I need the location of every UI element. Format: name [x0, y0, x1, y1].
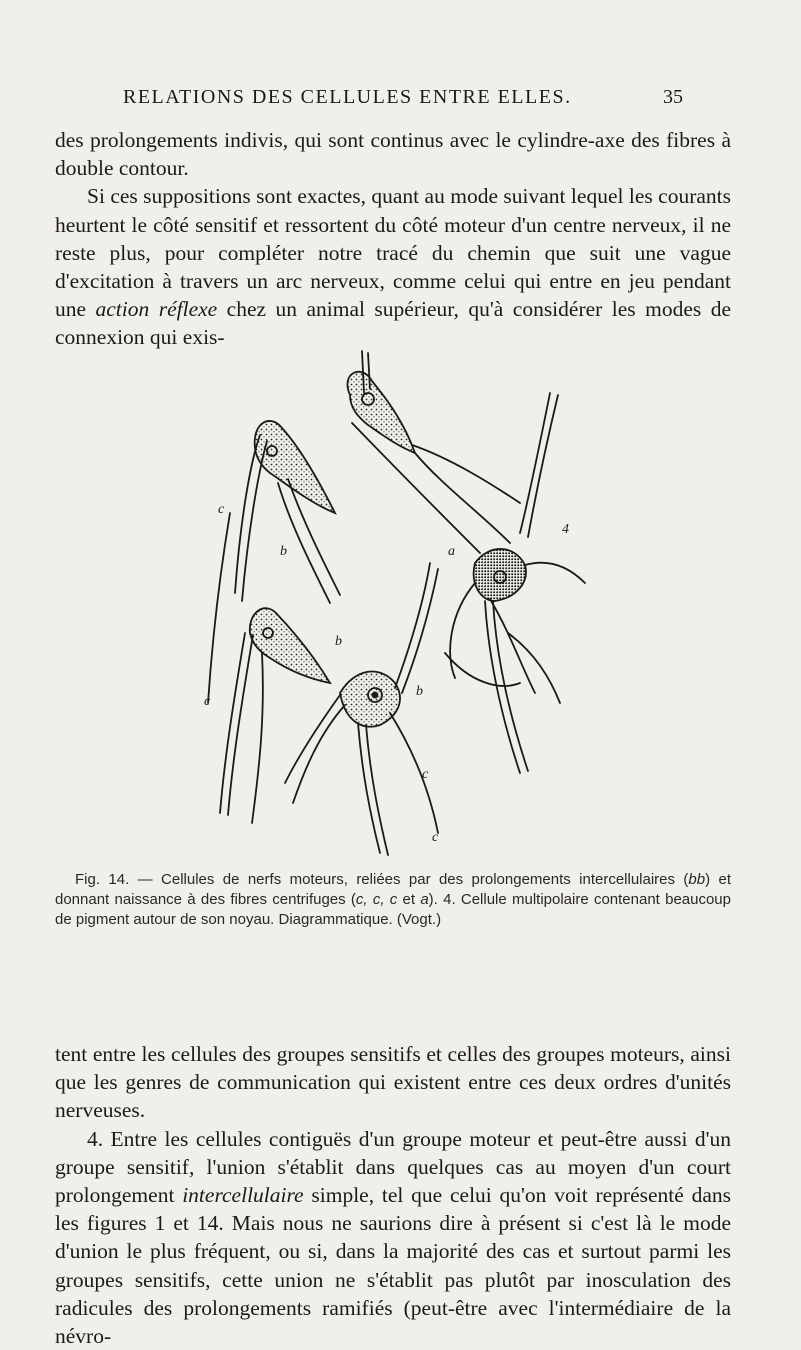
paragraph-text: 4. Entre les cellules contiguës d'un groupe moteur et peut-être aussi d'un groupe sensitif, l'union s'établit dans quelques cas au moyen d'un court prolongement: [55, 1126, 731, 1208]
caption-italic-bb: bb: [688, 871, 706, 888]
label-c: c: [218, 502, 225, 517]
caption-segment: ) et donnant naissance à des fibres centrifuges (: [55, 871, 731, 908]
label-c: c: [204, 694, 211, 709]
caption-segment: — Cellules de nerfs moteurs, reliées par des prolongements intercellulaires (: [129, 871, 689, 888]
paragraph-text: chez un animal supérieur, qu'à considérer les modes de connexion qui exis-: [55, 297, 732, 350]
label-b: b: [335, 634, 342, 649]
cell-top: [347, 372, 415, 453]
top-text-block: [55, 126, 731, 352]
label-4: 4: [562, 522, 569, 537]
figure-caption: [55, 870, 731, 930]
caption-segment: et: [397, 891, 421, 908]
label-b: b: [416, 684, 423, 699]
caption-segment: ). 4. Cellule multipolaire contenant beaucoup de pigment autour de son noyau. Diagrammatique. (Vogt.): [55, 891, 731, 928]
label-b: b: [280, 544, 287, 559]
page-number: 35: [663, 86, 683, 108]
running-header: [123, 86, 683, 109]
caption-italic-ccc: c, c, c: [355, 891, 398, 908]
cell-right-pigmented: [474, 549, 526, 601]
italic-term-intercellulaire: intercellulaire: [182, 1183, 304, 1208]
caption-text: [55, 870, 731, 930]
bottom-text-block: [55, 1040, 731, 1350]
paragraph-text: Si ces suppositions sont exactes, quant au mode suivant lequel les courants heurtent le côté sensitif et ressortent du côté moteur d'un centre nerveux, il ne reste plus, pour compléter notre tracé du chemin que suit une vague d'excitation à travers un arc nerveux, comme celui qui entre en jeu pendant une: [55, 184, 731, 322]
label-c: c: [422, 767, 429, 782]
paragraph-section-4: [55, 1125, 731, 1350]
paragraph-continuation: des prolongements indivis, qui sont continus avec le cylindre-axe des fibres à double contour.: [55, 128, 731, 181]
caption-figure-label: Fig. 14.: [75, 871, 130, 888]
paragraph-continuation: tent entre les cellules des groupes sensitifs et celles des groupes moteurs, ainsi que les genres de communication qui existent entre ces deux ordres d'unités nerveuses.: [55, 1042, 731, 1123]
paragraph-text: simple, tel que celui qu'on voit représenté dans les figures 1 et 14. Mais nous ne saurions dire à présent si c'est là le mode d'union le plus fréquent, ou si, dans la majorité des cas et surtout parmi les groupes sensitifs, cette union ne s'établit pas plutôt par inosculation des radicules des prolongements ramifiés (peut-être avec l'intermédiaire de la névro-: [55, 1183, 731, 1349]
running-header-title: RELATIONS DES CELLULES ENTRE ELLES.: [123, 86, 572, 108]
figure-14-nerve-cells: [190, 333, 590, 873]
caption-italic-a: a: [420, 891, 429, 908]
label-a: a: [448, 544, 455, 559]
paragraph-suppositions: [55, 182, 731, 351]
label-c: c: [432, 830, 439, 845]
italic-term-action-reflexe: action réflexe: [95, 297, 218, 322]
